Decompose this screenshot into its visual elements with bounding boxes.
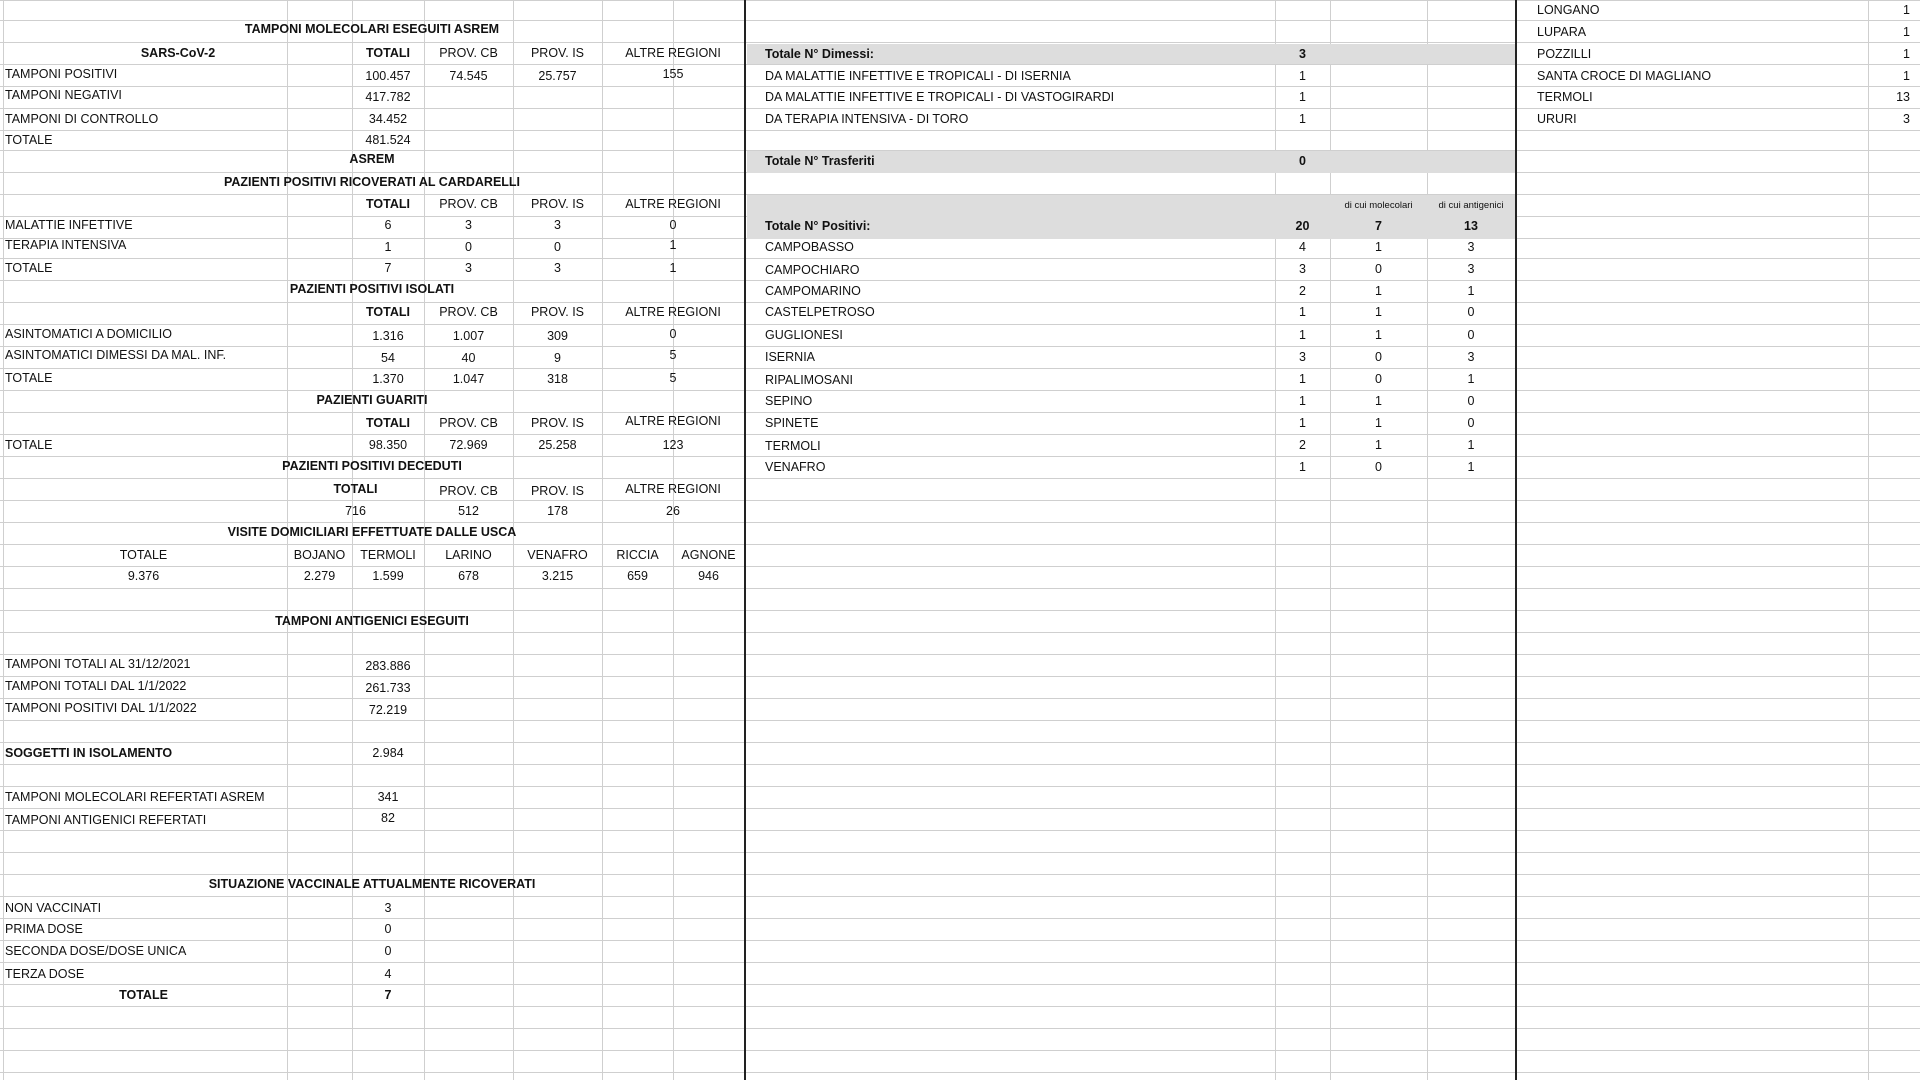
mol-row-value: 100.457: [365, 69, 411, 83]
mol-row-value: 25.757: [538, 69, 577, 83]
positivi-row-label: RIPALIMOSANI: [765, 373, 853, 387]
vacc-row-value: 0: [384, 922, 392, 936]
panel-divider-right: [1515, 0, 1517, 1080]
positivi-row-value: 1: [1467, 284, 1475, 298]
ant-row-value: 72.219: [368, 703, 408, 717]
section-title-isolati: PAZIENTI POSITIVI ISOLATI: [289, 282, 455, 296]
card-row-value: 3: [554, 218, 561, 232]
positivi-subheader-molecolari: di cui molecolari: [1344, 200, 1413, 211]
positivi-row-value: 2: [1299, 284, 1306, 298]
mol-header-totali: TOTALI: [366, 46, 410, 60]
dec-value: 512: [458, 504, 479, 518]
positivi-row-label: CAMPOCHIARO: [765, 263, 860, 277]
usca-header: RICCIA: [616, 548, 659, 562]
iso-row-value: 54: [381, 351, 395, 365]
iso-row-value: 1.370: [372, 372, 404, 386]
guar-header-altre: ALTRE REGIONI: [625, 414, 721, 428]
positivi-row-label: SEPINO: [765, 394, 813, 408]
mol-row-value: 417.782: [365, 90, 411, 104]
positivi-row-value: 3: [1467, 262, 1475, 276]
positivi-row-value: 1: [1299, 460, 1306, 474]
vacc-row-value: 0: [384, 944, 392, 958]
guar-header-is: PROV. IS: [530, 416, 585, 430]
positivi-row-value: 3: [1467, 350, 1475, 364]
refertati-label: TAMPONI MOLECOLARI REFERTATI ASREM: [5, 790, 265, 804]
section-title-deceduti: PAZIENTI POSITIVI DECEDUTI: [282, 459, 462, 473]
dimessi-row-label: DA MALATTIE INFETTIVE E TROPICALI - DI VASTOGIRARDI: [765, 90, 1115, 104]
vacc-total-value: 7: [384, 988, 392, 1002]
positivi-row-value: 0: [1467, 394, 1475, 408]
positivi-row-value: 1: [1375, 328, 1382, 342]
right-row-label: LONGANO: [1537, 3, 1600, 17]
mol-header-altre: ALTRE REGIONI: [625, 46, 721, 60]
asrem-label: ASREM: [349, 152, 395, 166]
section-title-cardarelli: PAZIENTI POSITIVI RICOVERATI AL CARDARELLI: [223, 175, 521, 189]
guar-row-value: 123: [662, 438, 684, 452]
dec-header-altre: ALTRE REGIONI: [625, 482, 721, 496]
usca-value: 1.599: [372, 569, 404, 583]
positivi-row-label: ISERNIA: [765, 350, 816, 364]
mol-header-is: PROV. IS: [530, 46, 585, 60]
iso-row-value: 5: [669, 371, 677, 385]
usca-header: TOTALE: [119, 548, 168, 562]
section-title-antigenici: TAMPONI ANTIGENICI ESEGUITI: [275, 614, 469, 628]
positivi-row-value: 0: [1375, 262, 1382, 276]
positivi-row-label: GUGLIONESI: [765, 328, 843, 342]
panel-divider-left: [744, 0, 746, 1080]
positivi-row-label: CAMPOBASSO: [765, 240, 854, 254]
section-title-molecolari: TAMPONI MOLECOLARI ESEGUITI ASREM: [244, 22, 500, 36]
positivi-row-value: 1: [1299, 305, 1306, 319]
guar-row-label: TOTALE: [5, 438, 53, 452]
positivi-row-value: 0: [1375, 350, 1382, 364]
usca-header: LARINO: [445, 548, 492, 562]
card-row-value: 3: [554, 261, 561, 275]
dimessi-row-value: 1: [1299, 69, 1306, 83]
positivi-row-value: 1: [1467, 372, 1475, 386]
card-row-value: 6: [384, 218, 392, 232]
right-row-label: LUPARA: [1537, 25, 1587, 39]
right-row-value: 1: [1903, 47, 1910, 61]
positivi-row-value: 1: [1299, 372, 1306, 386]
section-title-usca: VISITE DOMICILIARI EFFETTUATE DALLE USCA: [227, 525, 517, 539]
iso-row-value: 40: [461, 351, 476, 365]
guar-row-value: 98.350: [368, 438, 408, 452]
positivi-row-value: 1: [1299, 394, 1306, 408]
usca-header: VENAFRO: [527, 548, 588, 562]
guar-header-totali: TOTALI: [366, 416, 410, 430]
ant-row-label: TAMPONI POSITIVI DAL 1/1/2022: [5, 701, 197, 715]
section-title-vaccinale: SITUAZIONE VACCINALE ATTUALMENTE RICOVERATI: [208, 877, 536, 891]
positivi-total: 20: [1295, 219, 1310, 233]
right-row-label: URURI: [1537, 112, 1577, 126]
mol-row-label: TAMPONI DI CONTROLLO: [5, 112, 159, 126]
positivi-row-value: 1: [1467, 460, 1475, 474]
mol-row-label: TOTALE: [5, 133, 53, 147]
card-row-value: 7: [384, 261, 392, 275]
right-row-value: 1: [1903, 25, 1910, 39]
guar-row-value: 72.969: [449, 438, 488, 452]
dec-header-is: PROV. IS: [530, 484, 585, 498]
card-header-is: PROV. IS: [530, 197, 585, 211]
card-row-value: 3: [465, 218, 472, 232]
positivi-row-value: 0: [1467, 328, 1475, 342]
positivi-row-value: 1: [1299, 416, 1306, 430]
iso-row-label: TOTALE: [5, 371, 53, 385]
positivi-row-value: 1: [1375, 416, 1382, 430]
positivi-row-value: 0: [1467, 416, 1475, 430]
iso-row-value: 0: [669, 327, 677, 341]
usca-header: TERMOLI: [360, 548, 416, 562]
right-row-label: SANTA CROCE DI MAGLIANO: [1537, 69, 1712, 83]
vacc-row-label: NON VACCINATI: [5, 901, 102, 915]
iso-row-value: 1.316: [372, 329, 404, 343]
positivi-row-value: 3: [1299, 350, 1306, 364]
vacc-row-value: 4: [384, 967, 392, 981]
card-row-value: 0: [465, 240, 472, 254]
positivi-row-value: 0: [1375, 460, 1382, 474]
mol-row-value: 34.452: [368, 112, 408, 126]
dimessi-label: Totale N° Dimessi:: [765, 47, 874, 61]
positivi-subheader-antigenici: di cui antigenici: [1438, 200, 1504, 211]
mol-header-cb: PROV. CB: [439, 46, 498, 60]
vacc-row-label: TERZA DOSE: [5, 967, 85, 981]
positivi-row-value: 0: [1375, 372, 1382, 386]
vacc-row-label: PRIMA DOSE: [5, 922, 83, 936]
card-row-value: 3: [465, 261, 472, 275]
dec-header-totali: TOTALI: [333, 482, 378, 496]
iso-row-value: 1.047: [452, 372, 485, 386]
positivi-row-value: 0: [1467, 305, 1475, 319]
usca-value: 3.215: [541, 569, 574, 583]
iso-header-cb: PROV. CB: [439, 305, 498, 319]
refertati-value: 82: [381, 811, 395, 825]
dec-value: 26: [666, 504, 680, 518]
dimessi-row-value: 1: [1299, 90, 1306, 104]
positivi-row-value: 2: [1299, 438, 1306, 452]
card-row-value: 1: [384, 240, 392, 254]
right-row-value: 13: [1896, 90, 1910, 104]
card-row-value: 1: [669, 261, 677, 275]
ant-row-value: 283.886: [365, 659, 411, 673]
positivi-row-value: 3: [1467, 240, 1475, 254]
iso-header-totali: TOTALI: [366, 305, 410, 319]
usca-value: 659: [627, 569, 648, 583]
mol-row-label: TAMPONI NEGATIVI: [5, 88, 122, 102]
card-row-label: TOTALE: [5, 261, 53, 275]
iso-row-value: 309: [547, 329, 568, 343]
positivi-label: Totale N° Positivi:: [765, 219, 871, 233]
dimessi-row-label: DA TERAPIA INTENSIVA - DI TORO: [765, 112, 969, 126]
positivi-row-value: 4: [1299, 240, 1306, 254]
mol-header-name: SARS-CoV-2: [140, 46, 216, 60]
right-row-value: 3: [1903, 112, 1910, 126]
guar-row-value: 25.258: [538, 438, 577, 452]
usca-header: BOJANO: [293, 548, 346, 562]
iso-row-label: ASINTOMATICI DIMESSI DA MAL. INF.: [5, 348, 227, 362]
dimessi-row-label: DA MALATTIE INFETTIVE E TROPICALI - DI ISERNIA: [765, 69, 1071, 83]
isolamento-label: SOGGETTI IN ISOLAMENTO: [5, 746, 173, 760]
card-header-altre: ALTRE REGIONI: [625, 197, 721, 211]
ant-row-label: TAMPONI TOTALI AL 31/12/2021: [5, 657, 191, 671]
guar-header-cb: PROV. CB: [439, 416, 498, 430]
vacc-total-label: TOTALE: [119, 988, 168, 1002]
positivi-row-value: 1: [1467, 438, 1475, 452]
trasferiti-value: 0: [1299, 154, 1306, 168]
dec-value: 716: [345, 504, 366, 518]
mol-row-label: TAMPONI POSITIVI: [5, 67, 118, 81]
dec-header-cb: PROV. CB: [439, 484, 498, 498]
positivi-row-value: 1: [1375, 438, 1382, 452]
iso-row-value: 1.007: [452, 329, 485, 343]
isolamento-value: 2.984: [372, 746, 404, 760]
ant-row-value: 261.733: [365, 681, 411, 695]
right-row-value: 1: [1903, 69, 1910, 83]
positivi-row-value: 1: [1375, 240, 1382, 254]
card-row-label: TERAPIA INTENSIVA: [5, 238, 127, 252]
right-row-label: POZZILLI: [1537, 47, 1592, 61]
card-row-value: 1: [669, 238, 677, 252]
dimessi-row-value: 1: [1299, 112, 1306, 126]
iso-row-value: 5: [669, 348, 677, 362]
right-row-label: TERMOLI: [1537, 90, 1593, 104]
section-title-guariti: PAZIENTI GUARITI: [316, 393, 428, 407]
positivi-total-molecolari: 7: [1375, 219, 1382, 233]
usca-value: 2.279: [303, 569, 336, 583]
trasferiti-label: Totale N° Trasferiti: [765, 154, 875, 168]
usca-value: 946: [698, 569, 719, 583]
iso-row-label: ASINTOMATICI A DOMICILIO: [5, 327, 172, 341]
vacc-row-value: 3: [384, 901, 392, 915]
ant-row-label: TAMPONI TOTALI DAL 1/1/2022: [5, 679, 187, 693]
mol-row-value: 74.545: [449, 69, 488, 83]
positivi-row-label: CASTELPETROSO: [765, 305, 875, 319]
positivi-row-label: CAMPOMARINO: [765, 284, 861, 298]
vacc-row-label: SECONDA DOSE/DOSE UNICA: [5, 944, 187, 958]
refertati-value: 341: [377, 790, 399, 804]
usca-value: 9.376: [127, 569, 160, 583]
positivi-row-label: TERMOLI: [765, 439, 821, 453]
positivi-row-label: VENAFRO: [765, 460, 826, 474]
usca-header: AGNONE: [681, 548, 736, 562]
card-row-value: 0: [554, 240, 561, 254]
mol-row-value: 481.524: [365, 133, 411, 147]
positivi-row-value: 1: [1375, 284, 1382, 298]
iso-header-is: PROV. IS: [530, 305, 585, 319]
positivi-row-value: 1: [1299, 328, 1306, 342]
iso-row-value: 318: [547, 372, 568, 386]
positivi-row-value: 1: [1375, 305, 1382, 319]
iso-row-value: 9: [554, 351, 561, 365]
usca-value: 678: [458, 569, 479, 583]
positivi-row-value: 3: [1299, 262, 1306, 276]
card-header-totali: TOTALI: [366, 197, 410, 211]
dimessi-value: 3: [1299, 47, 1306, 61]
iso-header-altre: ALTRE REGIONI: [625, 305, 721, 319]
dec-value: 178: [547, 504, 568, 518]
positivi-row-label: SPINETE: [765, 416, 819, 430]
card-row-label: MALATTIE INFETTIVE: [5, 218, 133, 232]
card-header-cb: PROV. CB: [439, 197, 498, 211]
card-row-value: 0: [669, 218, 677, 232]
positivi-row-value: 1: [1375, 394, 1382, 408]
refertati-label: TAMPONI ANTIGENICI REFERTATI: [5, 813, 207, 827]
right-row-value: 1: [1903, 3, 1910, 17]
mol-row-value: 155: [662, 67, 684, 81]
positivi-total-antigenici: 13: [1464, 219, 1478, 233]
